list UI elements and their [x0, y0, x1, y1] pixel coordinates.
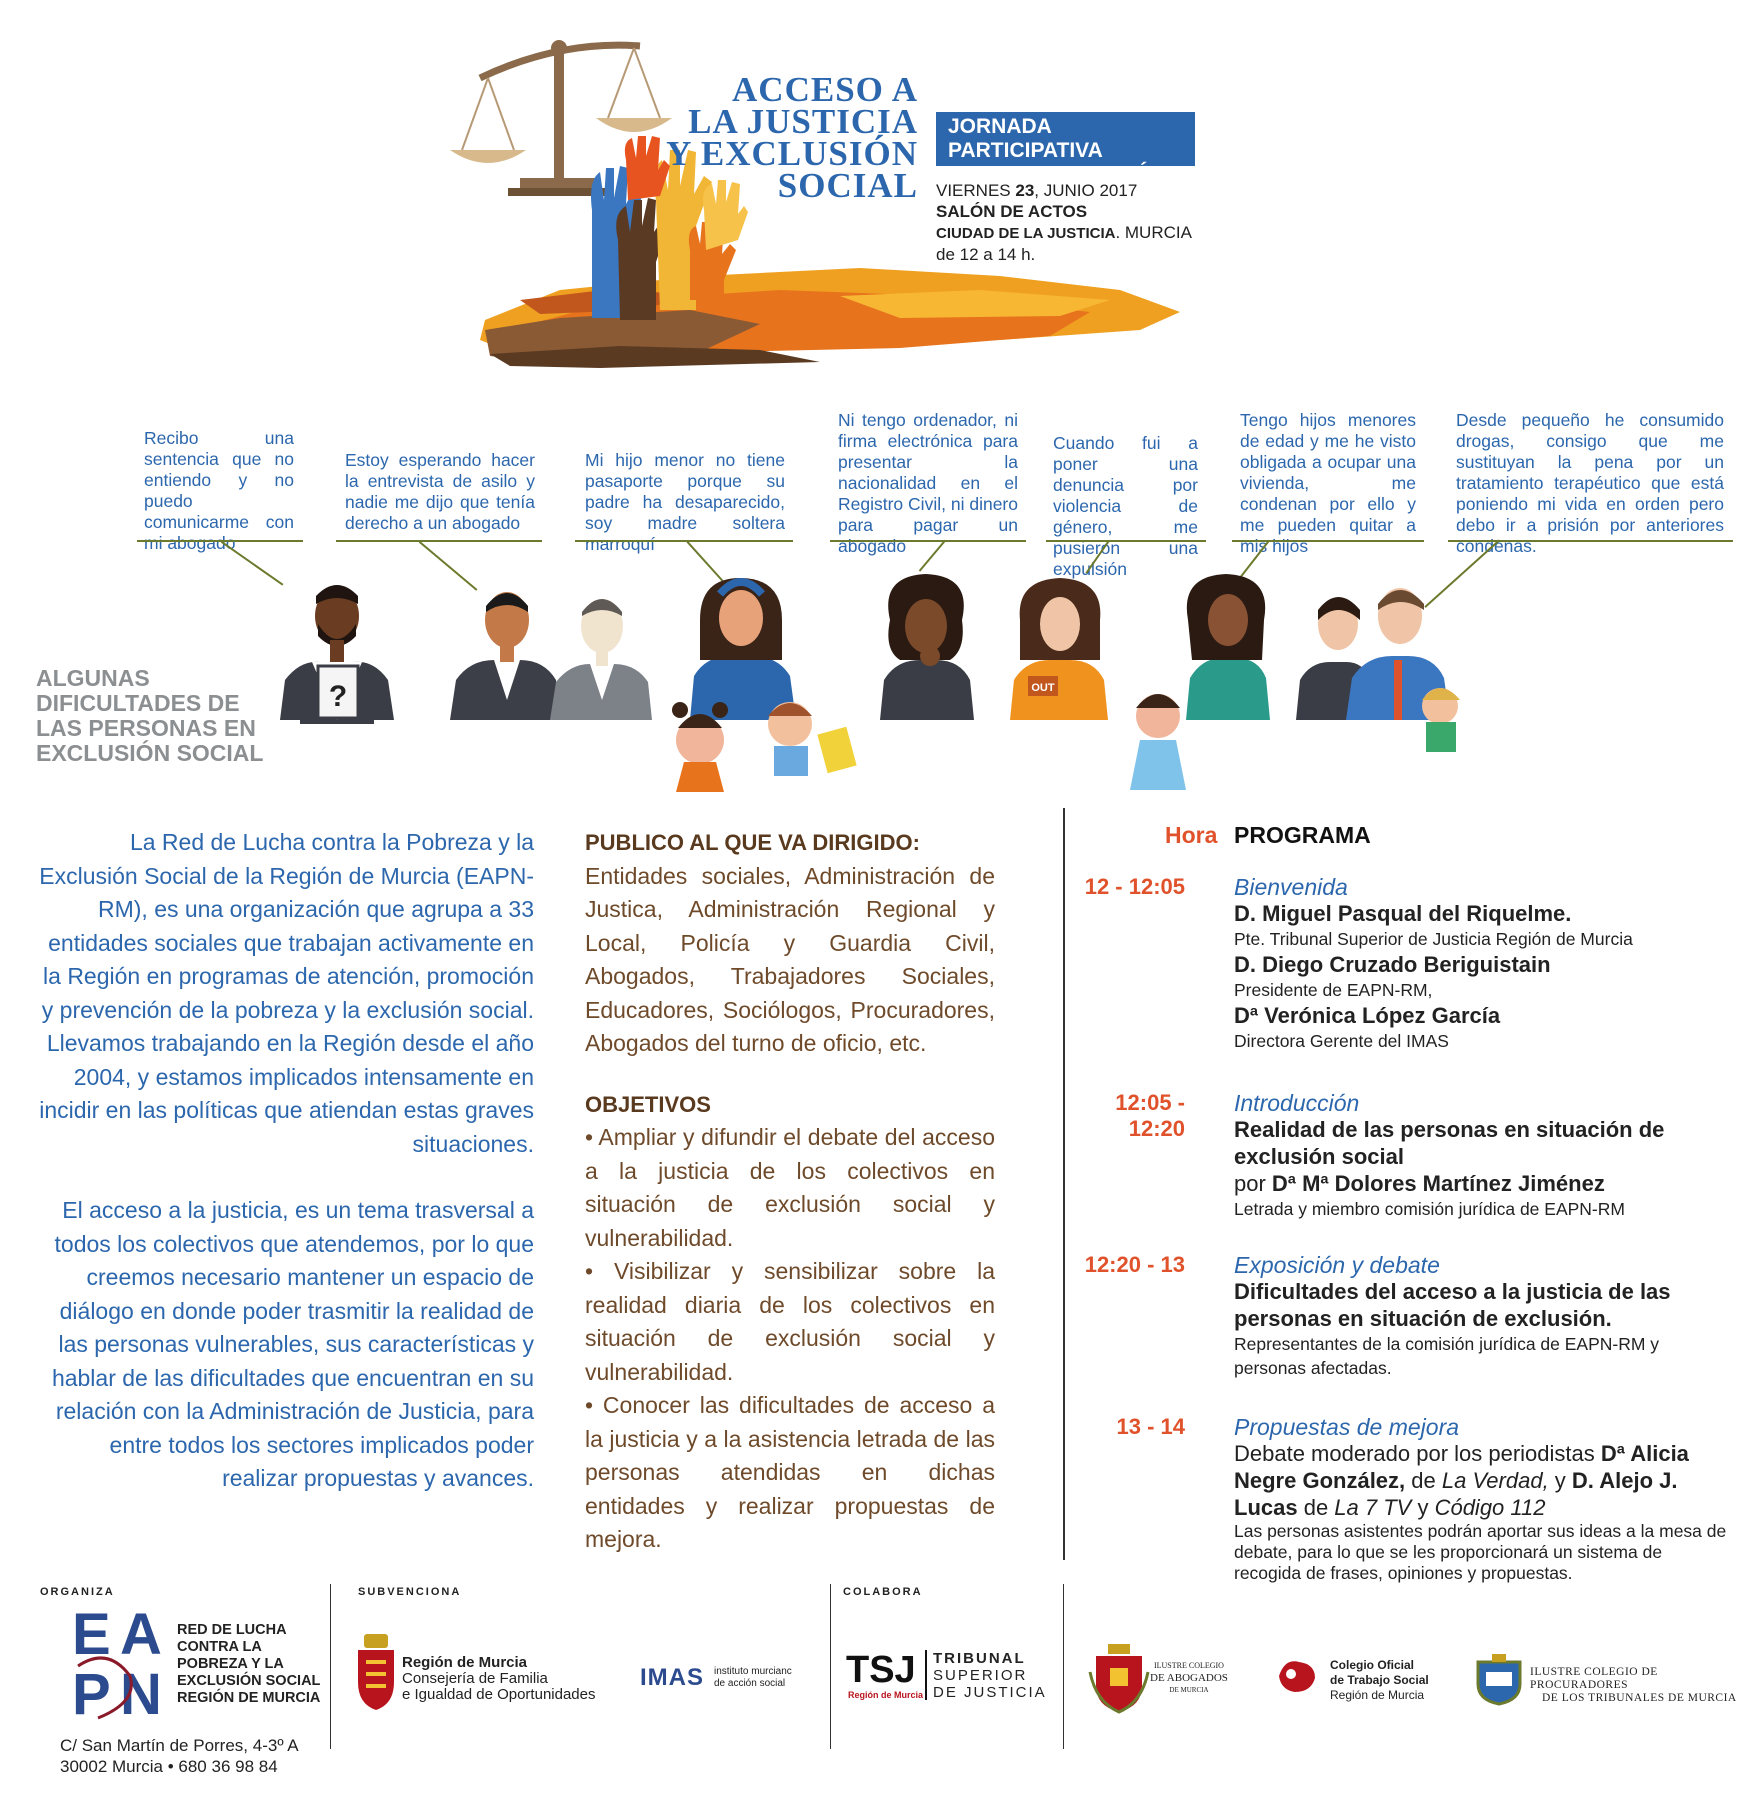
two-men-icon [450, 592, 652, 720]
badge-line: JORNADA PARTICIPATIVA [948, 115, 1103, 162]
quote-1: Recibo una sentencia que no entiendo y no puedo comunicarme con mi abogado [144, 428, 294, 553]
quote-underline [575, 540, 793, 542]
quote-underline [1232, 540, 1424, 542]
slot-label: Bienvenida [1234, 874, 1348, 900]
title-line: LA JUSTICIA [688, 102, 918, 141]
event-badge [936, 112, 1195, 186]
abogados-crest-icon [1088, 1642, 1150, 1714]
woman-with-girl-icon [1130, 574, 1270, 790]
debate-description: Debate moderado por los periodistas Dª Alicia Negre González, de La Verdad, y D. Alejo J. Lucas de La 7 TV y Código 112 [1234, 1441, 1689, 1520]
event-date: VIERNES 23, JUNIO 2017 [936, 181, 1138, 200]
woman-covering-mouth-icon [880, 574, 974, 720]
intro-paragraph: El acceso a la justicia, es un tema trasversal a todos los colectivos que atendemos, por lo que creemos necesario mantener un espacio de diálogo en donde poder trasmitir la realidad de las personas vulnerables, sus características y hablar de las dificultades que encuentran en su relación con la Administración de Justicia, para entre todos los sectores implicados poder realizar propuestas y avances. [51, 1197, 534, 1491]
procuradores-crest-icon [1474, 1652, 1524, 1706]
imas-logo: IMAS [640, 1664, 704, 1691]
trabajo-social-name: Colegio Oficial de Trabajo Social Región de Murcia [1330, 1658, 1429, 1702]
abogados-name: ILUSTRE COLEGIO DE ABOGADOS DE MURCIA [1150, 1661, 1228, 1694]
quote-2: Estoy esperando hacer la entrevista de asilo y nadie me dijo que tenía derecho a un abogado [345, 450, 535, 533]
objective-item: • Conocer las dificultades de acceso a la justicia y a la asistencia letrada de las personas atendidas en dichas entidades y realizar propuestas de mejora. [585, 1392, 995, 1552]
slot-label: Exposición y debate [1234, 1252, 1440, 1278]
sign-question-mark: ? [328, 680, 348, 713]
footer-divider [830, 1584, 831, 1749]
event-details [936, 180, 1192, 265]
eapn-name: RED DE LUCHA CONTRA LA POBREZA Y LA EXCLUSIÓN SOCIAL REGIÓN DE MURCIA [177, 1622, 321, 1706]
murcia-coat-of-arms-icon [356, 1630, 396, 1712]
organizer-address: C/ San Martín de Porres, 4-3º A 30002 Murcia • 680 36 98 84 [60, 1736, 299, 1776]
session-speaker: por Dª Mª Dolores Martínez Jiménez [1234, 1171, 1605, 1196]
subvenciona-label: SUBVENCIONA [358, 1586, 462, 1598]
procuradores-name: ILUSTRE COLEGIO DE PROCURADORES DE LOS TRIBUNALES DE MURCIA [1530, 1666, 1737, 1704]
trabajo-social-logo-icon [1275, 1656, 1319, 1696]
mother-with-children-icon [672, 578, 857, 792]
eapn-letter: N [120, 1662, 162, 1720]
session-title: Dificultades del acceso a la justicia de las personas en situación de exclusión. [1234, 1279, 1671, 1331]
programme-heading: PROGRAMA [1234, 822, 1371, 848]
speaker-role: Letrada y miembro comisión jurídica de EAPN-RM [1234, 1199, 1625, 1219]
organiza-label: ORGANIZA [40, 1586, 115, 1598]
event-place: CIUDAD DE LA JUSTICIA. MURCIA [936, 223, 1192, 242]
quote-5: Cuando fui a poner una denuncia por violencia de género, me pusieron una expulsión [1053, 433, 1198, 579]
title-line: SOCIAL [777, 166, 918, 205]
murcia-logo-text: Región de Murcia Consejería de Familia e Igualdad de Oportunidades [402, 1654, 596, 1703]
quote-4: Ni tengo ordenador, ni firma electrónica para presentar la nacionalidad en el Registro Civil, ni dinero para pagar un abogado [838, 410, 1018, 556]
eapn-letter: E [72, 1606, 111, 1667]
quote-underline [1046, 540, 1206, 542]
event-hours: de 12 a 14 h. [936, 245, 1036, 264]
title-line: ACCESO A [732, 70, 918, 109]
speaker-name: D. Miguel Pasqual del Riquelme. [1234, 901, 1572, 926]
eapn-logo [68, 1606, 180, 1720]
woman-orange-jumpsuit-icon [1010, 578, 1108, 720]
slot-time: 12:20 - 13 [1084, 1252, 1185, 1277]
column-divider [1063, 808, 1065, 1560]
quote-7: Desde pequeño he consumido drogas, consigo que me sustituyan la pena por un tratamiento terapéutico que está poniendo mi vida en orden pero debo ir a prisión por anteriores condenas. [1456, 410, 1724, 556]
slot-label: Propuestas de mejora [1234, 1414, 1460, 1440]
tsj-logo: TSJ [846, 1649, 916, 1691]
audience-text: Entidades sociales, Administración de Justica, Administración Regional y Local, Policía y Guardia Civil, Abogados, Trabajadores Sociales, Educadores, Sociólogos, Procuradores, Abogados del turno de oficio, etc. [585, 862, 995, 1056]
person-with-sign-icon [280, 585, 394, 724]
objective-item: • Ampliar y difundir el debate del acceso a la justicia de los colectivos en situación de exclusión social y vulnerabilidad. [585, 1124, 995, 1251]
debate-note: Las personas asistentes podrán aportar sus ideas a la mesa de debate, para lo que se les proporcionará un sistema de recogida de frases, opiniones y propuestas. [1234, 1521, 1727, 1583]
slot-time: 13 - 14 [1116, 1414, 1185, 1439]
quote-underline [1448, 540, 1733, 542]
quote-underline [336, 540, 542, 542]
event-venue: SALÓN DE ACTOS [936, 202, 1088, 221]
event-title [660, 70, 918, 205]
speaker-name: D. Diego Cruzado Beriguistain [1234, 952, 1551, 977]
eapn-letter: P [72, 1662, 111, 1720]
out-label: OUT [1031, 682, 1055, 694]
tsj-divider [925, 1650, 927, 1700]
speaker-role: Presidente de EAPN-RM, [1234, 980, 1433, 1000]
objectives-heading: OBJETIVOS [585, 1091, 711, 1117]
audience-and-objectives [585, 826, 995, 1557]
difficulties-heading: ALGUNAS DIFICULTADES DE LAS PERSONAS EN EXCLUSIÓN SOCIAL [36, 665, 264, 766]
speaker-name: Dª Verónica López García [1234, 1003, 1501, 1028]
slot-time: 12 - 12:05 [1084, 874, 1185, 899]
brush-strokes [480, 268, 1180, 368]
speaker-role: Directora Gerente del IMAS [1234, 1031, 1449, 1051]
organization-intro [36, 826, 534, 1529]
badge-line: DE SENSIBILIZACIÓN [948, 163, 1167, 186]
quote-6: Tengo hijos menores de edad y me he visto obligada a ocupar una vivienda, me condenan por ello y me pueden quitar a mis hijos [1240, 410, 1416, 556]
intro-paragraph: La Red de Lucha contra la Pobreza y la Exclusión Social de la Región de Murcia (EAPN-RM), es una organización que agrupa a 33 entidades sociales que trabajan activamente en la Región en programas de atención, promoción y prevención de la pobreza y la exclusión social. Llevamos trabajando en la Región desde el año 2004, y estamos implicados intensamente en incidir en las políticas que atiendan estas graves situaciones. [39, 829, 534, 1157]
audience-heading: PUBLICO AL QUE VA DIRIGIDO: [585, 830, 920, 855]
slot-label: Introducción [1234, 1090, 1360, 1116]
objective-item: • Visibilizar y sensibilizar sobre la realidad diaria de los colectivos en situación de exclusión social y vulnerabilidad. [585, 1258, 995, 1385]
imas-subtitle: instituto murcianc de acción social [714, 1666, 792, 1689]
quote-3: Mi hijo menor no tiene pasaporte porque su padre ha desaparecido, soy madre soltera marroquí [585, 450, 785, 554]
eapn-letter: A [120, 1606, 162, 1667]
quote-underline [830, 540, 1026, 542]
footer-divider [330, 1584, 331, 1749]
session-title: Realidad de las personas en situación de exclusión social [1234, 1117, 1665, 1169]
colabora-label: COLABORA [843, 1586, 923, 1598]
session-description: Representantes de la comisión jurídica de EAPN-RM y personas afectadas. [1234, 1334, 1660, 1378]
programme-hour-heading: Hora [1165, 822, 1218, 848]
title-line: Y EXCLUSIÓN [666, 134, 918, 173]
family-icon [1296, 588, 1460, 752]
speaker-role: Pte. Tribunal Superior de Justicia Región de Murcia [1234, 929, 1633, 949]
slot-time: 12:05 - 12:20 [1115, 1090, 1185, 1141]
footer-divider [1063, 1584, 1064, 1749]
tsj-name: TRIBUNAL SUPERIOR DE JUSTICIA [933, 1650, 1047, 1701]
people-illustration [270, 570, 1480, 792]
tsj-region: Región de Murcia [848, 1690, 924, 1700]
